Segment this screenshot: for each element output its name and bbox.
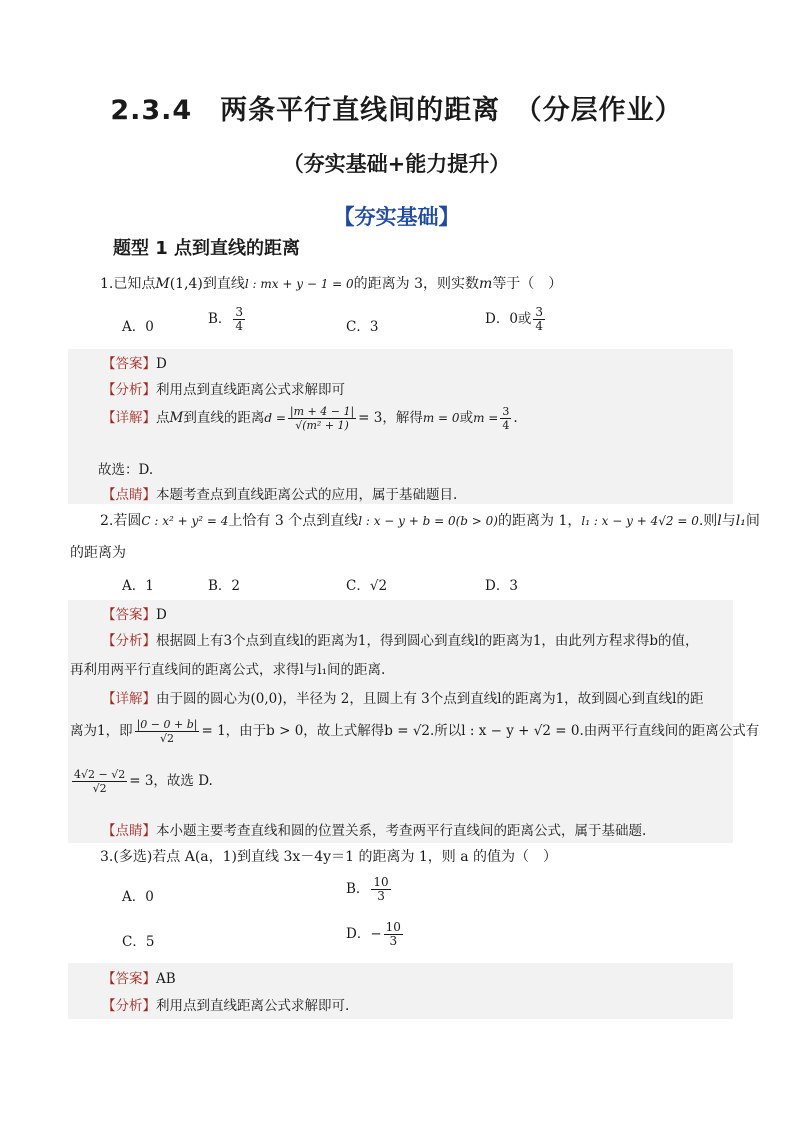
q1-option-a: A．0 bbox=[122, 319, 154, 335]
q2-answer bbox=[102, 603, 167, 623]
q2-analysis bbox=[102, 629, 699, 649]
q2-detail-line3-b: = 3，故选 D. bbox=[129, 773, 213, 789]
q1-option-d-fraction bbox=[533, 306, 545, 333]
q2-option-c-prefix: C． bbox=[346, 578, 370, 594]
q2-comment-tag: 【点睛】 bbox=[102, 823, 156, 839]
q1-answer-tag: 【答案】 bbox=[102, 356, 156, 372]
q1-option-d-prefix: D．0或 bbox=[485, 311, 532, 327]
q2-detail-line2-num: |0 − 0 + b| bbox=[136, 718, 198, 731]
q2-option-d: D．3 bbox=[485, 578, 518, 594]
q1-option-d-den: 4 bbox=[535, 319, 544, 333]
q3-answer-value: AB bbox=[156, 971, 176, 987]
q2-detail-line3 bbox=[70, 768, 213, 795]
q2-line2: l₁ : x − y + 4√2 = 0 bbox=[581, 514, 699, 528]
q2-detail bbox=[102, 687, 704, 707]
q2-stem-b: 上恰有 3 个点到直线 bbox=[228, 513, 359, 529]
q1-stem-b: 到直线 bbox=[202, 276, 245, 292]
q1-detail-tag: 【详解】 bbox=[102, 410, 156, 426]
q3-answer bbox=[102, 967, 176, 987]
q2-analysis-line1: 根据圆上有3个点到直线l的距离为1，得到圆心到直线l的距离为1，由此列方程求得b的值， bbox=[156, 633, 699, 649]
q3-option-d bbox=[346, 921, 405, 948]
q1-detail-g-den: 4 bbox=[502, 419, 510, 432]
q2-stem-h: 间 bbox=[745, 513, 760, 529]
q1-detail-b: 到直线的距离 bbox=[183, 410, 265, 426]
q1-detail-g-fraction bbox=[500, 405, 511, 432]
q2-circle: C : x² + y² = 4 bbox=[141, 514, 229, 528]
q2-detail-line2-fraction bbox=[135, 718, 200, 745]
q2-option-a: A．1 bbox=[122, 578, 154, 594]
q1-detail-f: 或 bbox=[459, 410, 474, 426]
q1-answer bbox=[102, 352, 167, 372]
type-heading: 题型 1 点到直线的距离 bbox=[113, 238, 301, 259]
q1-conclusion: 故选：D. bbox=[98, 462, 154, 478]
q3-answer-tag: 【答案】 bbox=[102, 971, 156, 987]
q1-option-b-den: 4 bbox=[235, 319, 244, 333]
q1-detail-den: √(m² + 1) bbox=[295, 419, 349, 432]
q1-option-d-num: 3 bbox=[535, 305, 544, 319]
q1-detail-a: 点 bbox=[156, 410, 170, 426]
q3-option-d-den: 3 bbox=[389, 934, 398, 948]
q1-option-b-fraction bbox=[233, 306, 245, 333]
q1-analysis bbox=[102, 378, 345, 398]
q1-analysis-text: 利用点到直线距离公式求解即可 bbox=[156, 382, 345, 398]
q1-line: l : mx + y − 1 = 0 bbox=[244, 277, 354, 291]
q1-stem-a: 1.已知点 bbox=[100, 276, 156, 292]
q3-analysis-tag: 【分析】 bbox=[102, 998, 156, 1014]
q3-analysis-text: 利用点到直线距离公式求解即可. bbox=[156, 998, 350, 1014]
q2-analysis-line2: 再利用两平行直线间的距离公式，求得l与l₁间的距离. bbox=[70, 662, 386, 678]
q1-option-b bbox=[208, 306, 247, 333]
q1-point: M bbox=[155, 276, 170, 292]
q3-option-b-fraction bbox=[371, 876, 390, 903]
q2-stem-g: l₁ bbox=[735, 513, 746, 529]
q2-option-c-value: √2 bbox=[369, 578, 388, 594]
q1-detail-e: m = 0 bbox=[422, 411, 460, 425]
q2-line: l : x − y + b = 0(b > 0) bbox=[358, 514, 498, 528]
q2-answer-tag: 【答案】 bbox=[102, 607, 156, 623]
q1-analysis-tag: 【分析】 bbox=[102, 382, 156, 398]
q2-detail-line3-den: √2 bbox=[92, 782, 107, 795]
page-subtitle: （夯实基础+能力提升） bbox=[282, 152, 511, 176]
q2-detail-line2-b: = 1，由于b > 0，故上式解得b = √2.所以l : x − y + √2 = 0.由两平行直线间的距离公式有 bbox=[201, 723, 760, 739]
q2-stem-e: l bbox=[717, 513, 722, 529]
question-2-stem-line2: 的距离为 bbox=[70, 545, 126, 561]
q2-stem-a: 2.若圆 bbox=[100, 513, 142, 529]
q2-detail-line2-a: 离为1，即 bbox=[70, 723, 133, 739]
q3-option-b bbox=[346, 876, 393, 903]
q1-comment bbox=[102, 483, 457, 503]
q1-detail-c: = 3，解得 bbox=[358, 410, 423, 426]
q3-option-d-prefix: D．− bbox=[346, 926, 382, 942]
q2-stem-d: .则 bbox=[698, 513, 718, 529]
q1-detail-g: m = bbox=[473, 411, 499, 425]
q2-comment bbox=[102, 819, 646, 839]
q2-detail-line3-num: 4√2 − √2 bbox=[74, 768, 126, 781]
q2-detail-line1: 由于圆的圆心为(0,0)，半径为 2，且圆上有 3个点到直线l的距离为1，故到圆心到直线l的距 bbox=[156, 691, 704, 707]
q3-option-a: A．0 bbox=[122, 889, 154, 905]
q1-detail-g-num: 3 bbox=[502, 405, 510, 418]
q2-detail-line2 bbox=[70, 718, 759, 745]
q3-option-c: C．5 bbox=[122, 934, 155, 950]
q1-detail-h: . bbox=[513, 410, 518, 426]
q1-stem-d: 等于（ ） bbox=[492, 276, 563, 292]
q2-solution-box bbox=[68, 600, 760, 843]
q1-detail-fraction bbox=[288, 405, 356, 432]
q2-comment-text: 本小题主要考查直线和圆的位置关系，考查两平行直线间的距离公式，属于基础题. bbox=[156, 823, 647, 839]
q3-solution-box bbox=[68, 963, 733, 1019]
q3-option-d-fraction bbox=[384, 921, 403, 948]
q1-comment-text: 本题考查点到直线距离公式的应用，属于基础题目. bbox=[156, 487, 458, 503]
q1-point-coords: (1,4) bbox=[169, 276, 203, 292]
q1-option-b-prefix: B． bbox=[208, 311, 232, 327]
q2-detail-line2-den: √2 bbox=[160, 732, 175, 745]
q3-option-b-prefix: B． bbox=[346, 881, 370, 897]
q2-analysis-tag: 【分析】 bbox=[102, 633, 156, 649]
q1-option-d bbox=[485, 306, 547, 333]
q2-option-b: B．2 bbox=[208, 578, 241, 594]
page-title: 2.3.4 两条平行直线间的距离 （分层作业） bbox=[110, 95, 683, 126]
q3-option-d-num: 10 bbox=[385, 920, 401, 934]
q1-var: m bbox=[479, 276, 493, 292]
q3-option-b-den: 3 bbox=[377, 889, 385, 903]
q1-detail-point: M bbox=[169, 410, 184, 426]
q3-analysis bbox=[102, 994, 349, 1014]
q2-detail-line3-fraction bbox=[72, 768, 127, 795]
q1-detail-num: |m + 4 − 1| bbox=[289, 405, 355, 418]
q1-answer-value: D bbox=[156, 356, 167, 372]
question-2-stem bbox=[100, 510, 760, 532]
q2-answer-value: D bbox=[156, 607, 167, 623]
q1-detail-d: d = bbox=[264, 411, 286, 425]
q1-stem-c: 的距离为 3，则实数 bbox=[353, 276, 480, 292]
q1-solution-box bbox=[68, 349, 733, 504]
section-heading: 【夯实基础】 bbox=[333, 205, 460, 229]
q2-stem-f: 与 bbox=[721, 513, 736, 529]
q1-option-b-num: 3 bbox=[235, 305, 244, 319]
q2-stem-c: 的距离为 1， bbox=[498, 513, 582, 529]
question-3-stem: 3.(多选)若点 A(a，1)到直线 3x－4y＝1 的距离为 1，则 a 的值为（ ） bbox=[100, 849, 558, 865]
question-1-stem bbox=[100, 273, 562, 295]
q1-detail bbox=[102, 405, 518, 432]
q3-option-b-num: 10 bbox=[373, 875, 389, 889]
q1-option-c: C．3 bbox=[346, 319, 379, 335]
q2-option-c bbox=[346, 574, 387, 594]
q1-comment-tag: 【点睛】 bbox=[102, 487, 156, 503]
q2-detail-tag: 【详解】 bbox=[102, 691, 156, 707]
